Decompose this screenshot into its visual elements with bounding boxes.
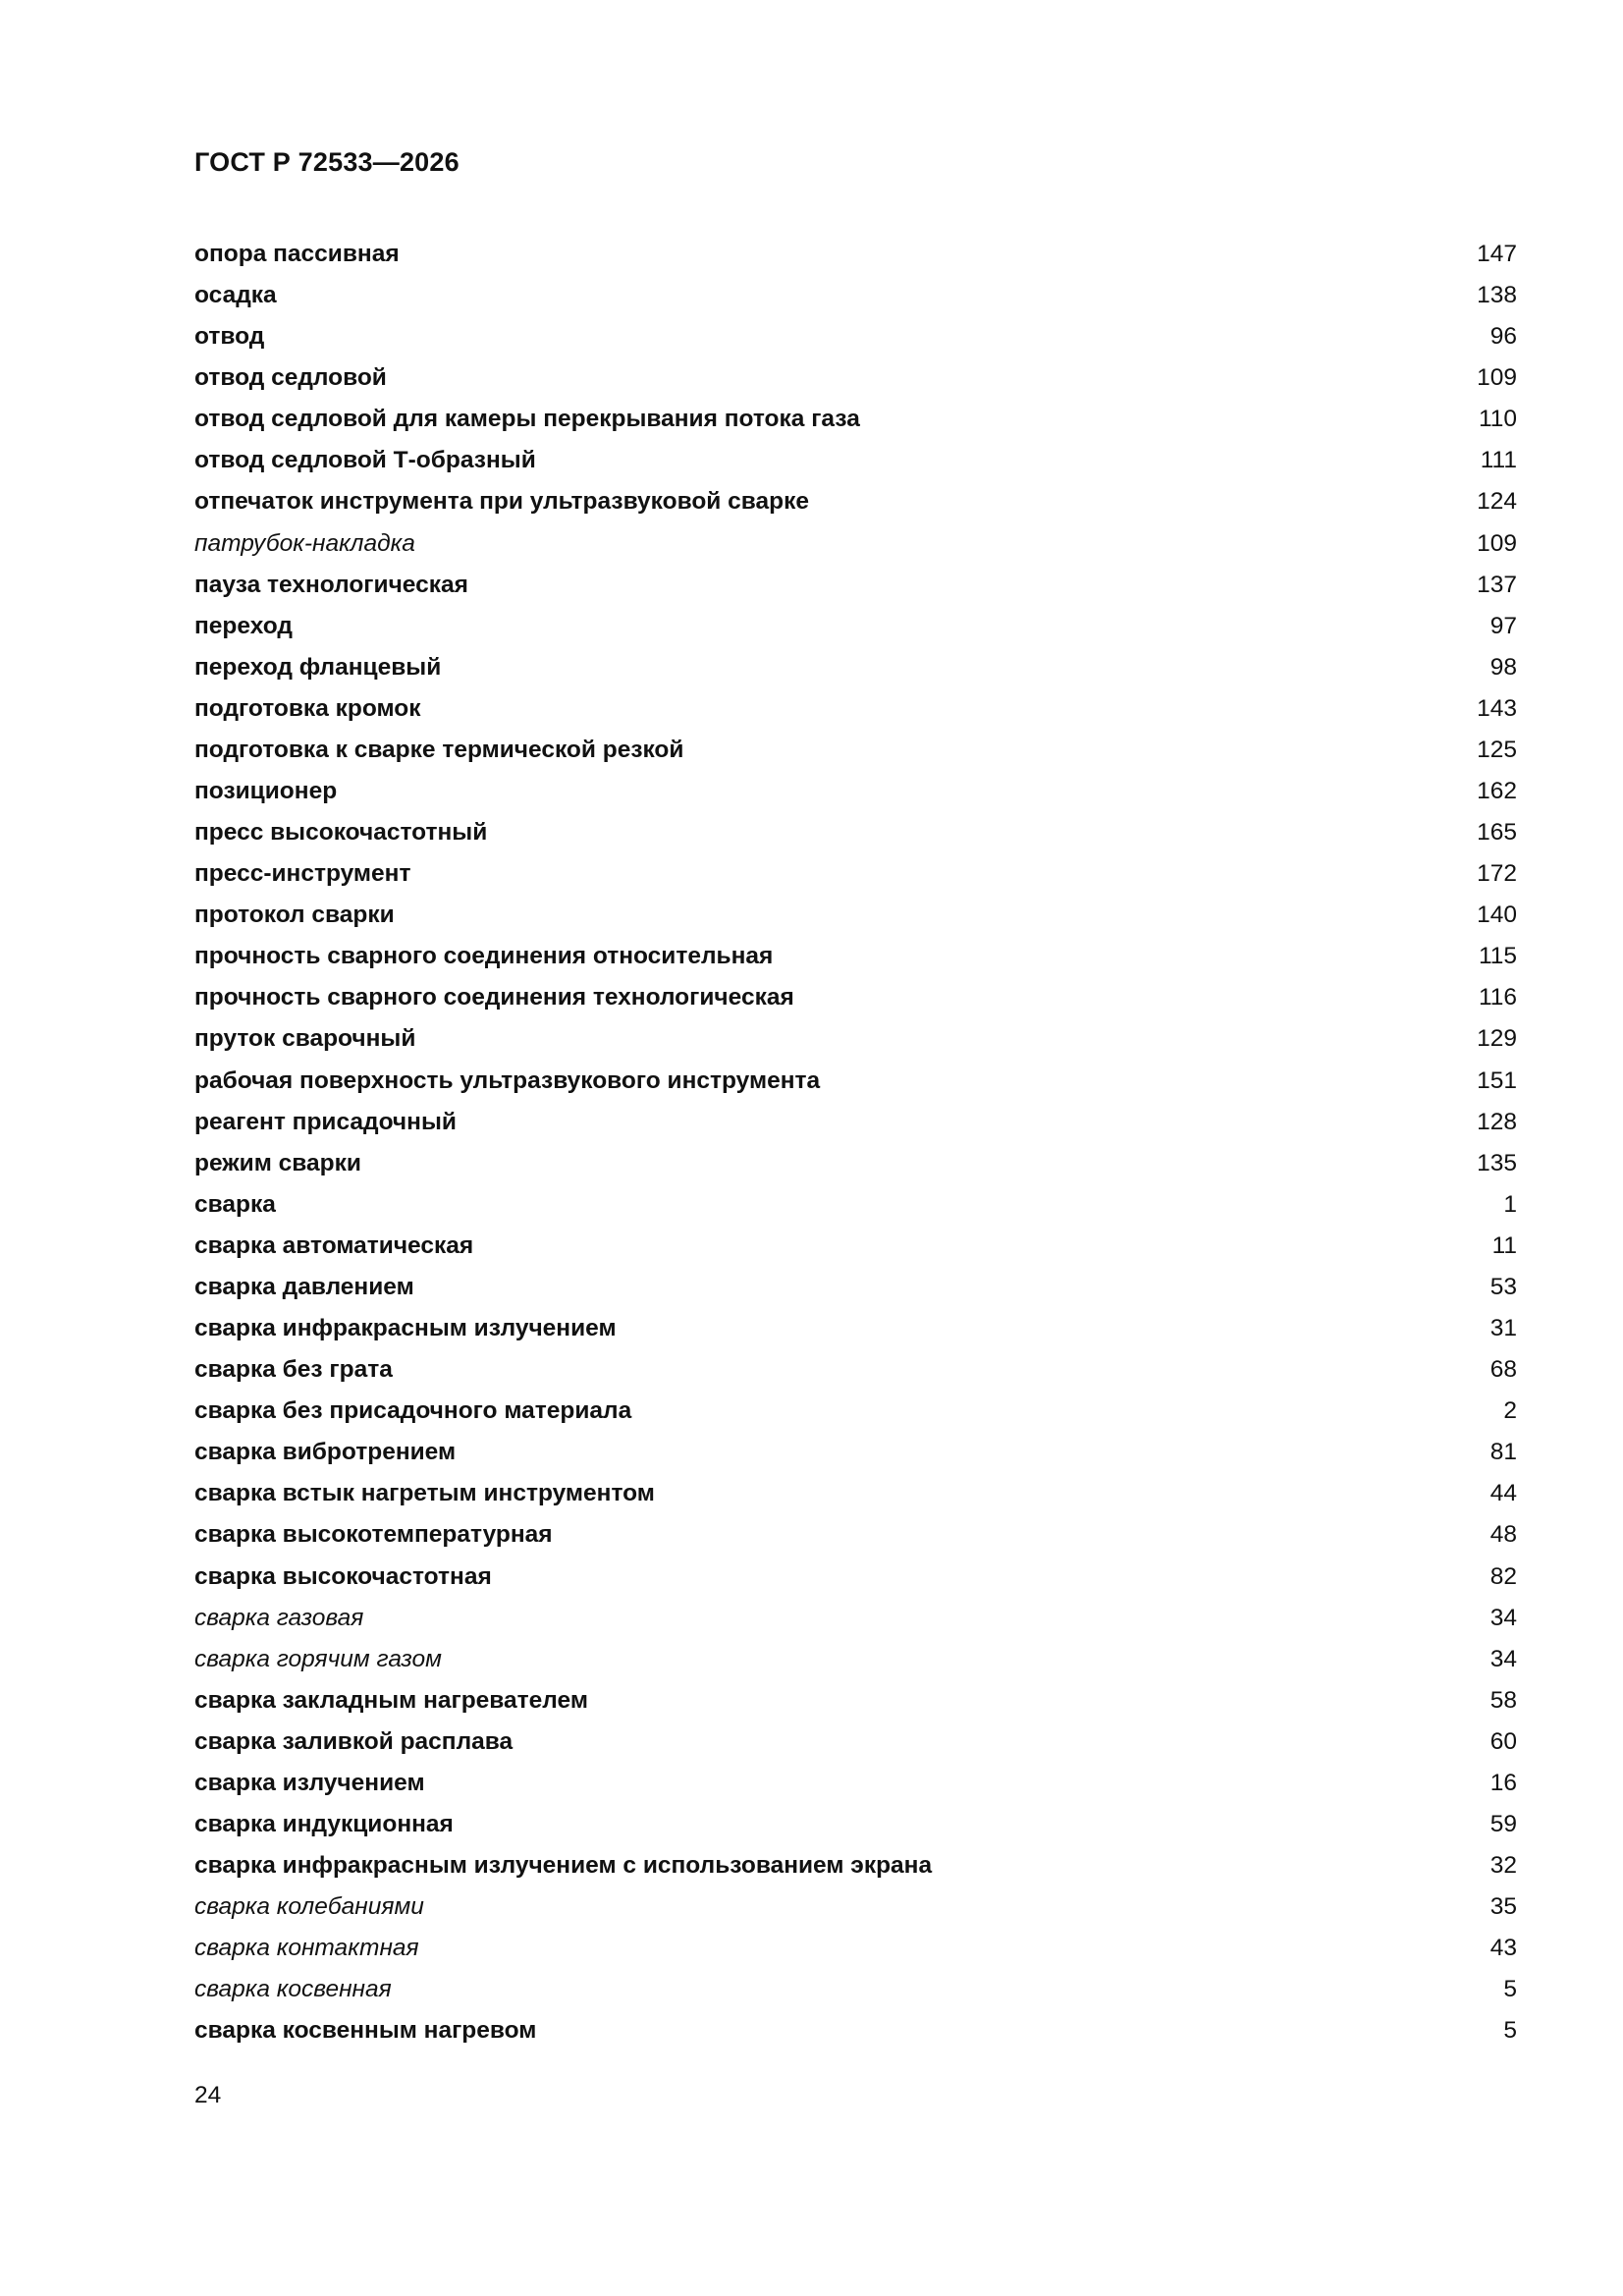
index-entry [194,895,1517,936]
index-term: прочность сварного соединения технологическая [194,984,794,1011]
index-term: патрубок-накладка [194,529,415,557]
index-term-number: 98 [1489,653,1517,681]
index-term: сварка инфракрасным излучением [194,1315,617,1342]
index-term: подготовка к сварке термической резкой [194,736,684,763]
index-term: отвод седловой Т-образный [194,447,536,474]
index-entry [194,1969,1517,2010]
index-term: отвод седловой [194,364,387,392]
index-term: сварка инфракрасным излучением с использованием экрана [194,1852,933,1880]
index-term-number: 172 [1477,860,1517,888]
index-term-number: 140 [1477,902,1517,929]
index-term-number: 43 [1489,1935,1517,1962]
index-term-number: 81 [1489,1439,1517,1466]
index-term: сварка встык нагретым инструментом [194,1480,655,1507]
index-term: сварка [194,1190,276,1218]
index-term-number: 32 [1489,1852,1517,1880]
index-term: сварка без грата [194,1356,393,1384]
index-term-number: 116 [1478,984,1517,1011]
index-entry [194,1184,1517,1226]
index-entry [194,1349,1517,1391]
index-entry [194,234,1517,275]
index-term-number: 143 [1477,694,1517,722]
index-term: режим сварки [194,1149,361,1176]
document-header: ГОСТ Р 72533—2026 [194,147,460,177]
index-entry [194,1308,1517,1349]
index-term-number: 125 [1477,736,1517,763]
index-term: реагент присадочный [194,1108,457,1135]
index-entry [194,1432,1517,1473]
index-entry [194,1722,1517,1763]
index-term: сварка колебаниями [194,1893,424,1921]
index-term-number: 96 [1489,323,1517,351]
index-term-number: 5 [1503,1976,1517,2003]
index-term: сварка косвенным нагревом [194,2017,537,2045]
index-term-number: 34 [1489,1604,1517,1631]
index-entry [194,1680,1517,1722]
index-term: позиционер [194,778,338,805]
index-term: сварка заливкой расплава [194,1727,514,1755]
index-entry [194,853,1517,895]
index-term-number: 48 [1489,1521,1517,1549]
index-entry [194,771,1517,812]
index-term-number: 124 [1477,488,1517,516]
index-term-number: 110 [1478,406,1517,433]
index-term: отвод седловой для камеры перекрывания потока газа [194,406,860,433]
index-entry [194,812,1517,853]
index-term-number: 11 [1491,1231,1517,1259]
index-entry [194,1267,1517,1308]
index-entry [194,730,1517,771]
index-entry [194,481,1517,522]
index-entry [194,1018,1517,1060]
index-term: сварка горячим газом [194,1645,442,1672]
index-term-number: 58 [1489,1686,1517,1714]
index-entry [194,1473,1517,1514]
index-term-number: 165 [1477,819,1517,847]
index-term-number: 135 [1477,1149,1517,1176]
index-term-number: 162 [1477,778,1517,805]
index-term: сварка индукционная [194,1810,454,1837]
index-term: подготовка кромок [194,694,421,722]
index-entry [194,1557,1517,1598]
index-term: сварка вибротрением [194,1439,457,1466]
index-term-number: 16 [1489,1769,1517,1796]
index-entry [194,647,1517,688]
index-term-number: 111 [1480,447,1517,474]
index-term-number: 109 [1477,529,1517,557]
index-term-number: 35 [1489,1893,1517,1921]
index-term-number: 115 [1478,943,1517,970]
index-entry [194,606,1517,647]
index-term: пресс высокочастотный [194,819,488,847]
index-term-number: 137 [1477,571,1517,598]
index-term: отпечаток инструмента при ультразвуковой сварке [194,488,810,516]
index-term: сварка давлением [194,1273,414,1300]
index-entry [194,977,1517,1018]
index-term: сварка излучением [194,1769,425,1796]
index-term-number: 129 [1477,1025,1517,1053]
index-term: сварка высокотемпературная [194,1521,553,1549]
index-entry [194,688,1517,730]
index-term-number: 68 [1489,1356,1517,1384]
index-entry [194,440,1517,481]
index-term-number: 97 [1489,612,1517,639]
index-term: сварка контактная [194,1935,419,1962]
index-term: сварка высокочастотная [194,1562,492,1590]
index-entry [194,1845,1517,1886]
index-term-number: 53 [1489,1273,1517,1300]
index-term: сварка газовая [194,1604,364,1631]
index-term: протокол сварки [194,902,395,929]
index-term: сварка без присадочного материала [194,1397,632,1425]
index-entry [194,1514,1517,1556]
index-entry [194,1061,1517,1102]
index-term-number: 59 [1489,1810,1517,1837]
index-entry [194,1102,1517,1143]
index-entry [194,399,1517,440]
index-term-number: 1 [1503,1190,1517,1218]
index-term: сварка косвенная [194,1976,392,2003]
index-term: отвод [194,323,265,351]
alphabetical-index-list [194,234,1517,2051]
index-term-number: 138 [1477,282,1517,309]
index-term: прочность сварного соединения относительная [194,943,774,970]
index-entry [194,1928,1517,1969]
index-entry [194,1886,1517,1928]
index-term-number: 147 [1477,241,1517,267]
index-term-number: 151 [1477,1066,1517,1094]
index-term-number: 128 [1477,1108,1517,1135]
index-entry [194,1143,1517,1184]
index-entry [194,1639,1517,1680]
index-entry [194,936,1517,977]
index-term: сварка закладным нагревателем [194,1686,588,1714]
index-entry [194,1763,1517,1804]
index-entry [194,2010,1517,2051]
index-term: переход фланцевый [194,653,442,681]
index-term: осадка [194,282,277,309]
index-term-number: 2 [1503,1397,1517,1425]
index-entry [194,1226,1517,1267]
index-term: сварка автоматическая [194,1231,474,1259]
index-term: пауза технологическая [194,571,468,598]
index-term-number: 109 [1477,364,1517,392]
page-number: 24 [194,2082,222,2108]
index-term-number: 31 [1489,1315,1517,1342]
index-entry [194,357,1517,399]
index-term-number: 82 [1489,1562,1517,1590]
index-entry [194,1804,1517,1845]
index-term: пресс-инструмент [194,860,411,888]
index-entry [194,1598,1517,1639]
index-entry [194,316,1517,357]
index-term-number: 60 [1489,1727,1517,1755]
index-entry [194,523,1517,565]
index-term: рабочая поверхность ультразвукового инструмента [194,1066,821,1094]
index-term: переход [194,612,293,639]
index-term-number: 34 [1489,1645,1517,1672]
index-term: опора пассивная [194,241,400,267]
index-term-number: 5 [1503,2017,1517,2045]
index-term: пруток сварочный [194,1025,416,1053]
index-entry [194,1391,1517,1432]
index-entry [194,275,1517,316]
index-term-number: 44 [1489,1480,1517,1507]
index-entry [194,565,1517,606]
